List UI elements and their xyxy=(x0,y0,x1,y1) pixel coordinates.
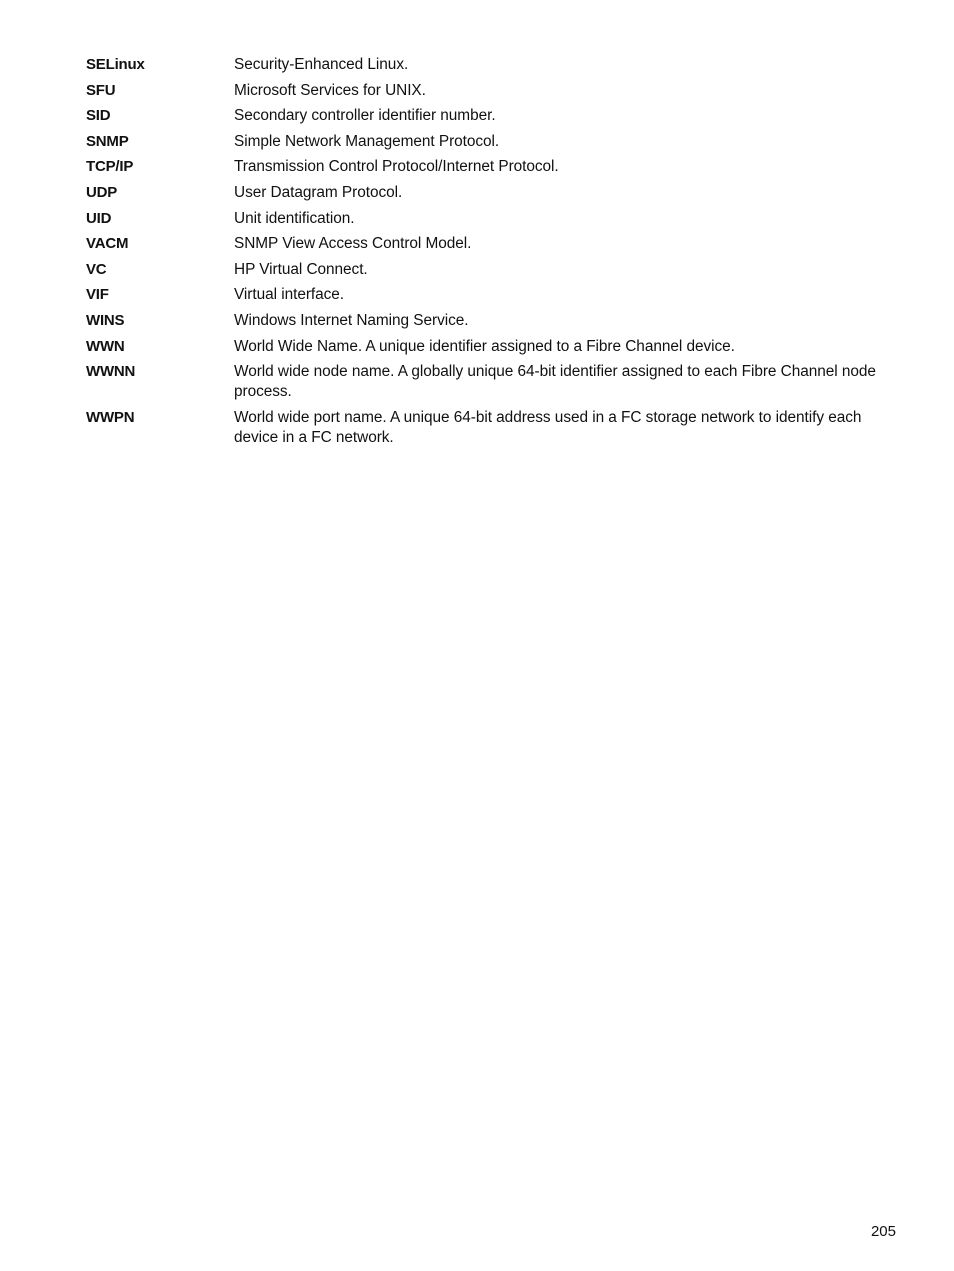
glossary-list xyxy=(86,55,902,453)
glossary-definition: HP Virtual Connect. xyxy=(234,260,368,278)
glossary-entry-selinux xyxy=(86,55,902,75)
glossary-definition: World wide node name. A globally unique 64-bit identifier assigned to each Fibre Channel node process. xyxy=(234,363,876,401)
glossary-entry-tcp-ip xyxy=(86,157,902,177)
glossary-term: VIF xyxy=(86,286,109,304)
glossary-entry-udp xyxy=(86,183,902,203)
glossary-term: WWN xyxy=(86,337,125,355)
glossary-definition: Simple Network Management Protocol. xyxy=(234,132,500,150)
glossary-entry-sid xyxy=(86,106,902,126)
glossary-definition: Transmission Control Protocol/Internet Protocol. xyxy=(234,158,559,176)
glossary-entry-snmp xyxy=(86,132,902,152)
glossary-term: VACM xyxy=(86,235,129,253)
glossary-definition: World Wide Name. A unique identifier assigned to a Fibre Channel device. xyxy=(234,337,735,355)
glossary-term: WINS xyxy=(86,311,125,329)
glossary-entry-vif xyxy=(86,285,902,305)
glossary-term: UDP xyxy=(86,183,118,201)
glossary-term: WWNN xyxy=(86,363,136,381)
glossary-term: SELinux xyxy=(86,56,145,73)
glossary-definition: SNMP View Access Control Model. xyxy=(234,235,472,253)
glossary-definition: Virtual interface. xyxy=(234,286,345,304)
glossary-entry-wwpn xyxy=(86,408,902,448)
glossary-term: VC xyxy=(86,260,107,278)
page-number: 205 xyxy=(870,1223,896,1240)
glossary-term: SFU xyxy=(86,81,116,99)
glossary-term: SNMP xyxy=(86,132,129,150)
glossary-term: TCP/IP xyxy=(86,158,134,176)
glossary-entry-wwnn xyxy=(86,362,902,402)
glossary-entry-wwn xyxy=(86,337,902,357)
glossary-term: UID xyxy=(86,209,112,227)
glossary-definition: Windows Internet Naming Service. xyxy=(234,311,469,329)
glossary-entry-vacm xyxy=(86,234,902,254)
glossary-definition: Security-Enhanced Linux. xyxy=(234,56,409,73)
glossary-term: SID xyxy=(86,107,111,125)
glossary-definition: Microsoft Services for UNIX. xyxy=(234,81,426,99)
glossary-definition: World wide port name. A unique 64-bit address used in a FC storage network to identify each device in a FC network. xyxy=(234,408,862,446)
glossary-entry-vc xyxy=(86,260,902,280)
glossary-entry-uid xyxy=(86,209,902,229)
glossary-term: WWPN xyxy=(86,408,135,426)
glossary-definition: User Datagram Protocol. xyxy=(234,183,403,201)
glossary-entry-wins xyxy=(86,311,902,331)
glossary-entry-sfu xyxy=(86,81,902,101)
glossary-definition: Unit identification. xyxy=(234,209,355,227)
glossary-definition: Secondary controller identifier number. xyxy=(234,107,496,125)
